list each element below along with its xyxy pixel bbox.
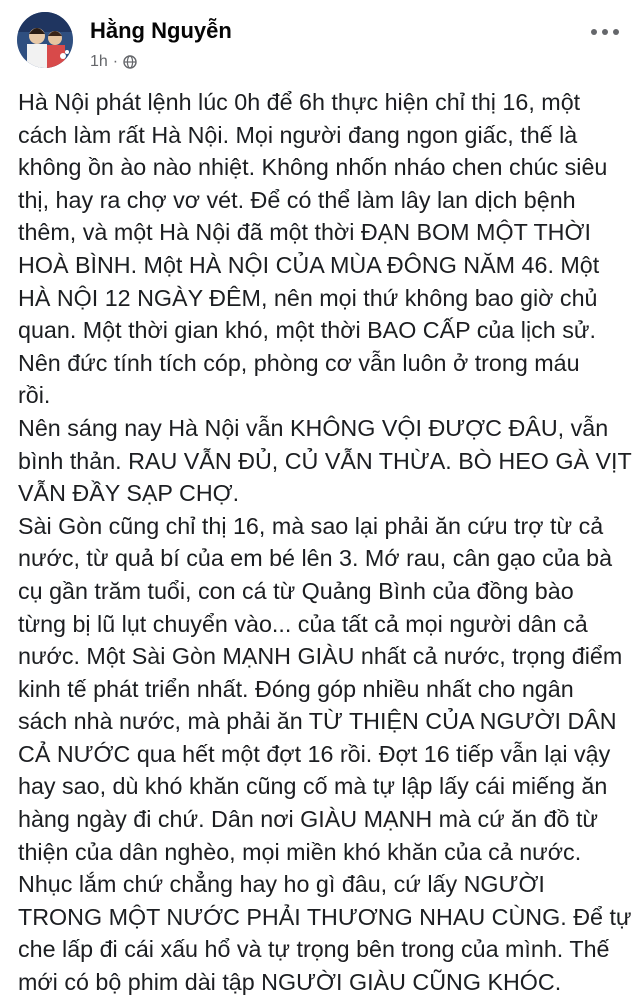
post-line: Sài Gòn cũng chỉ thị 16, mà sao lại phải ăn cứu trợ từ cả <box>18 512 604 539</box>
avatar-image <box>17 12 73 68</box>
post-line: Nhục lắm chứ chẳng hay ho gì đâu, cứ lấy NGƯỜI <box>18 871 545 898</box>
post-line: từng bị lũ lụt chuyển vào... của tất cả mọi người dân cả <box>18 610 588 637</box>
more-options-button[interactable] <box>585 20 625 44</box>
post-paragraph <box>18 412 632 510</box>
post-time[interactable]: 1h <box>90 53 108 70</box>
post-line: thiện của dân nghèo, mọi miền khó khăn của cả nước. <box>18 838 582 865</box>
post-line: nước. Một Sài Gòn MẠNH GIÀU nhất cả nước, trọng điểm <box>18 643 623 670</box>
post-line: che lấp đi cái xấu hổ và tự trọng bên trong của mình. Thế <box>18 936 610 963</box>
post-line: Hà Nội phát lệnh lúc 0h để 6h thực hiện chỉ thị 16, một <box>18 89 581 115</box>
post-line: CẢ NƯỚC qua hết một đợt 16 rồi. Đợt 16 tiếp vẫn lại vậy <box>18 740 611 767</box>
avatar[interactable] <box>17 12 73 68</box>
post-line: Nên đức tính tích cóp, phòng cơ vẫn luôn ở trong máu <box>18 349 580 376</box>
post-line: quan. Một thời gian khó, một thời BAO CẤP của lịch sử. <box>18 317 596 344</box>
post-line: rồi. <box>18 382 51 409</box>
post-line: HOÀ BÌNH. Một HÀ NỘI CỦA MÙA ĐÔNG NĂM 46. Một <box>18 251 600 278</box>
post-body <box>18 86 632 999</box>
post-paragraph <box>18 510 632 999</box>
post-line: hay sao, dù khó khăn cũng cố mà tự lập lấy cái miếng ăn <box>18 773 608 800</box>
post-meta <box>90 53 137 71</box>
post-line: kinh tế phát triển nhất. Đóng góp nhiều nhất cho ngân <box>18 675 574 702</box>
post-line: mới có bộ phim dài tập NGƯỜI GIÀU CŨNG KHÓC. <box>18 969 562 996</box>
post-paragraph <box>18 86 628 412</box>
more-horizontal-icon <box>590 28 620 36</box>
post-line: VẪN ĐẦY SẠP CHỢ. <box>18 480 240 507</box>
post-line: Nên sáng nay Hà Nội vẫn KHÔNG VỘI ĐƯỢC ĐÂU, vẫn <box>18 414 609 441</box>
post-line: sách nhà nước, mà phải ăn TỪ THIỆN CỦA NGƯỜI DÂN <box>18 708 617 735</box>
post-line: cụ gần trăm tuổi, con cá từ Quảng Bình của đồng bào <box>18 577 574 604</box>
post-header <box>0 0 638 80</box>
author-name[interactable]: Hằng Nguyễn <box>90 18 232 43</box>
post-line: cách làm rất Hà Nội. Mọi người đang ngon giấc, thế là <box>18 121 578 148</box>
post-line: HÀ NỘI 12 NGÀY ĐÊM, nên mọi thứ không bao giờ chủ <box>18 284 598 311</box>
post-line: TRONG MỘT NƯỚC PHẢI THƯƠNG NHAU CÙNG. Để tự <box>18 903 632 930</box>
post-line: hàng ngày đi chứ. Dân nơi GIÀU MẠNH mà cứ ăn đồ từ <box>18 806 599 833</box>
post-line: thị, hay ra chợ vơ vét. Để có thể làm lây lan dịch bệnh <box>18 186 576 213</box>
post-line: nước, từ quả bí của em bé lên 3. Mớ rau, cân gạo của bà <box>18 545 613 572</box>
globe-icon[interactable] <box>123 55 137 69</box>
post-line: thêm, và một Hà Nội đã một thời ĐẠN BOM MỘT THỜI <box>18 219 591 246</box>
post-line: không ồn ào nào nhiệt. Không nhốn nháo chen chúc siêu <box>18 154 608 181</box>
meta-separator: · <box>112 53 119 70</box>
post-line: bình thản. RAU VẪN ĐỦ, CỦ VẪN THỪA. BÒ HEO GÀ VỊT <box>18 447 632 474</box>
